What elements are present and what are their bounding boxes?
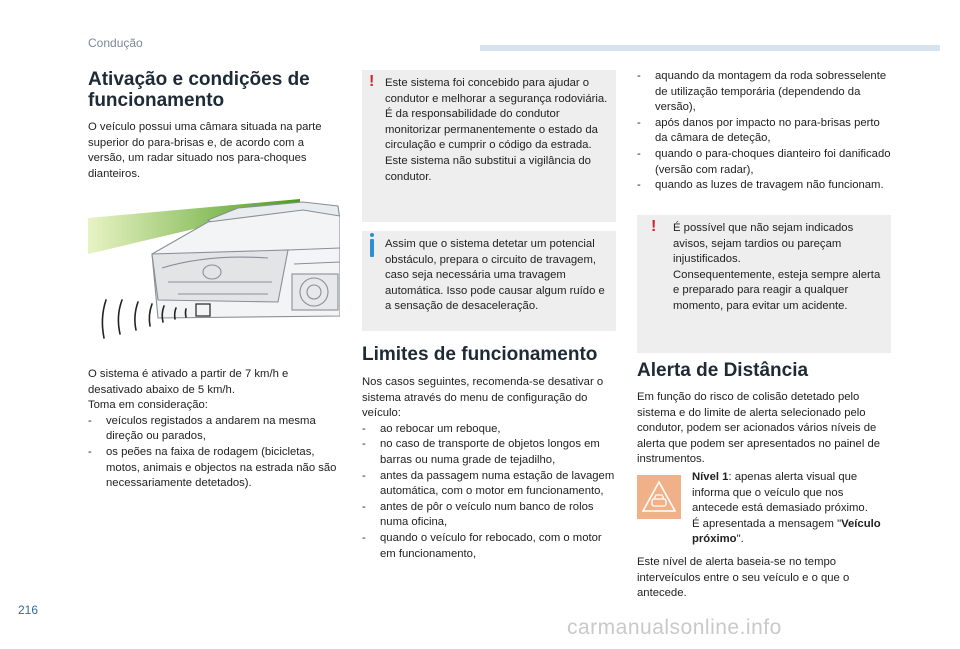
list-item: - ao rebocar um reboque, — [362, 422, 616, 438]
list-item: - no caso de transporte de objetos longos em barras ou numa grade de tejadilho, — [362, 437, 616, 468]
message-prefix: É apresentada a mensagem " — [692, 517, 842, 530]
info-icon — [370, 239, 374, 257]
message-suffix: ". — [736, 533, 744, 546]
intro-paragraph: O veículo possui uma câmara situada na parte superior do para-brisas e, de acordo com a versão, um radar situado nos para-choques dianteiros. — [88, 121, 322, 180]
limits-section — [362, 344, 616, 562]
list-item: - quando o para-choques dianteiro foi danificado (versão com radar), — [637, 147, 891, 178]
warning-exclamation-icon: ! — [651, 218, 657, 235]
page-number: 216 — [18, 603, 39, 617]
header-bar — [480, 45, 940, 51]
limits-list-continued — [637, 69, 891, 194]
collision-alert-icon — [637, 475, 681, 519]
warning-box-1 — [362, 70, 616, 222]
level-1-text — [692, 470, 892, 517]
limits-intro: Nos casos seguintes, recomenda-se desativar o sistema através do menu de configuração do veículo: — [362, 376, 604, 420]
consider-list — [88, 414, 340, 492]
info-box — [362, 231, 616, 331]
level-1-description: : apenas alerta visual que informa que o veículo que nos antecede está demasiado próximo. — [692, 471, 868, 515]
level-1-message-line — [692, 517, 892, 548]
list-item: - antes da passagem numa estação de lavagem automática, com o motor em funcionamento, — [362, 469, 616, 500]
level-1-block — [692, 470, 892, 548]
consider-label: Toma em consideração: — [88, 399, 208, 412]
message-text: Veículo próximo — [692, 517, 881, 546]
list-item: - veículos registados a andarem na mesma direção ou parados, — [88, 414, 340, 445]
warning-text-2: Consequentemente, esteja sempre alerta e preparado para reagir a qualquer momento, para evitar um acidente. — [673, 268, 881, 312]
list-item: - aquando da montagem da roda sobresselente de utilização temporária (dependendo da versão), — [637, 69, 891, 116]
list-item: - após danos por impacto no para-brisas perto da câmara de deteção, — [637, 116, 891, 147]
section-title-activation: Ativação e condições de funcionamento — [88, 69, 310, 111]
limits-continued — [637, 69, 891, 194]
closing-block — [637, 555, 891, 602]
list-item: - os peões na faixa de rodagem (bicicletas, motos, animais e objectos na estrada não são necessariamente detetados). — [88, 445, 340, 492]
activation-text: O sistema é ativado a partir de 7 km/h e desativado abaixo de 5 km/h. — [88, 368, 289, 396]
warning-text-1: Este sistema foi concebido para ajudar o condutor e melhorar a segurança rodoviária. — [385, 77, 608, 105]
warning-exclamation-icon: ! — [369, 73, 375, 90]
alert-section — [637, 360, 891, 468]
section-title-limits: Limites de funcionamento — [362, 344, 598, 365]
page-header-title: Condução — [88, 36, 143, 50]
list-item: - antes de pôr o veículo num banco de rolos numa oficina, — [362, 500, 616, 531]
limits-list — [362, 422, 616, 562]
closing-text: Este nível de alerta baseia-se no tempo interveículos entre o seu veículo e o que o antecede. — [637, 556, 850, 600]
level-1-label: Nível 1 — [692, 471, 729, 483]
list-item: - quando o veículo for rebocado, com o motor em funcionamento, — [362, 531, 616, 562]
alert-intro: Em função do risco de colisão detetado pelo sistema e do limite de alerta selecionado pelo condutor, podem ser acionados vários níveis de alerta que podem ser apresentados no painel de instrumentos. — [637, 391, 881, 466]
warning-box-2 — [637, 215, 891, 353]
info-text: Assim que o sistema detetar um potencial obstáculo, prepara o circuito de travagem, caso seja necessária uma travagem automática. Isso pode causar algum ruído e a sensação de desaceleração. — [385, 238, 605, 313]
column-1 — [88, 69, 340, 182]
activation-block — [88, 367, 340, 492]
watermark: carmanualsonline.info — [567, 616, 782, 639]
section-title-alert: Alerta de Distância — [637, 360, 809, 381]
warning-text-1: É possível que não sejam indicados avisos, sejam tardios ou pareçam injustificados. — [673, 222, 854, 266]
warning-text-2: É da responsabilidade do condutor monitorizar permanentemente o estado da circulação e cumprir o código da estrada. Este sistema não substitui a vigilância do condutor. — [385, 108, 598, 183]
car-camera-illustration — [88, 196, 340, 346]
list-item: - quando as luzes de travagem não funcionam. — [637, 178, 891, 194]
